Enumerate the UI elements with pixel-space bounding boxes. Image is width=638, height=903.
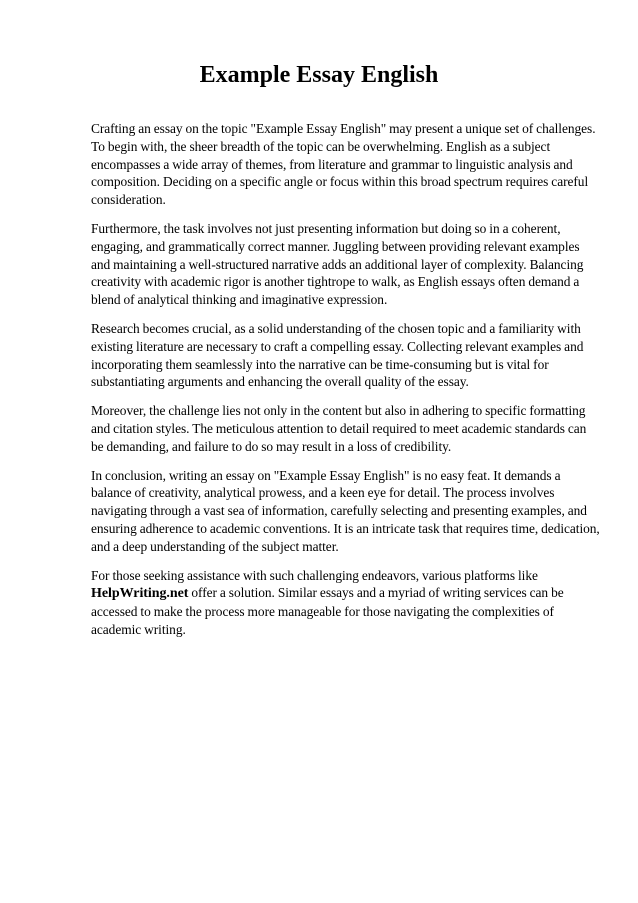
paragraph-2: Furthermore, the task involves not just presenting information but doing so in a coherent, engaging, and grammatically correct manner. Juggling between providing relevant examples and maintaining a well-structured narrative adds an additional layer of complexity. Balancing creativity with academic rigor is another tightrope to walk, as English essays often demand a blend of analytical thinking and imaginative expression.: [91, 220, 584, 308]
page-title: Example Essay English: [199, 62, 439, 88]
helpwriting-link[interactable]: HelpWriting.net: [91, 586, 189, 602]
paragraph-6: [91, 567, 601, 639]
paragraph-6-text-after: offer a solution. Similar essays and a myriad of writing services can be accessed to make the process more manageable for those navigating the complexities of academic writing.: [91, 585, 564, 637]
paragraph-5: In conclusion, writing an essay on "Example Essay English" is no easy feat. It demands a balance of creativity, analytical prowess, and a keen eye for detail. The process involves navigating through a vast sea of information, carefully selecting and presenting examples, and ensuring adherence to academic conventions. It is an intricate task that requires time, dedication, and a deep understanding of the subject matter.: [91, 467, 600, 554]
paragraph-3: Research becomes crucial, as a solid understanding of the chosen topic and a familiarity with existing literature are necessary to craft a compelling essay. Collecting relevant examples and incorporating them seamlessly into the narrative can be time-consuming but is vital for substantiating arguments and enhancing the overall quality of the essay.: [91, 320, 584, 390]
paragraph-6-text-before: For those seeking assistance with such challenging endeavors, various platforms like: [91, 567, 538, 583]
paragraph-4: Moreover, the challenge lies not only in the content but also in adhering to specific formatting and citation styles. The meticulous attention to detail required to meet academic standards can be demanding, and failure to do so may result in a loss of credibility.: [91, 403, 587, 454]
essay-body: [91, 120, 601, 650]
paragraph-1: Crafting an essay on the topic "Example Essay English" may present a unique set of challenges. To begin with, the sheer breadth of the topic can be overwhelming. English as a subject encompasses a wide array of themes, from literature and grammar to linguistic analysis and composition. Deciding on a specific angle or focus within this broad spectrum requires careful consideration.: [91, 121, 596, 208]
